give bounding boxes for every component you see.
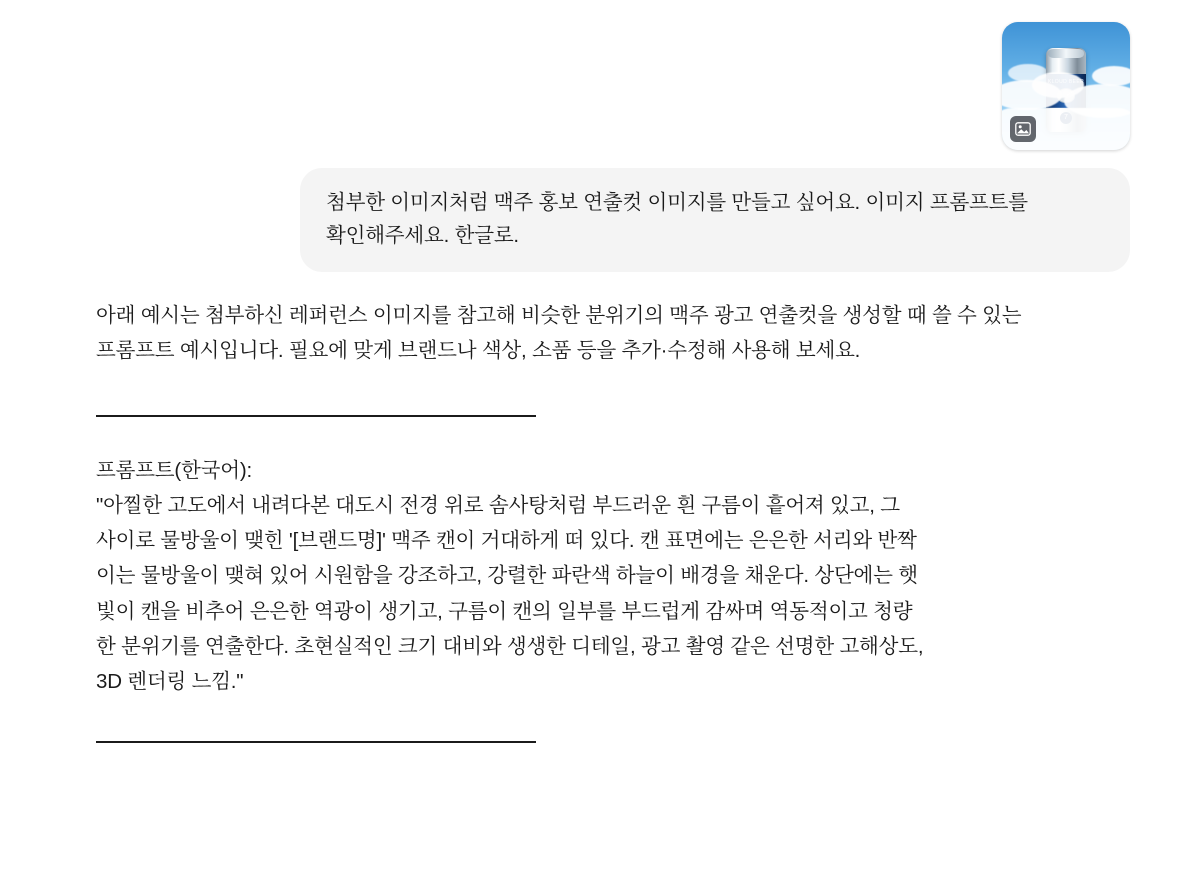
user-message-bubble[interactable]: 첨부한 이미지처럼 맥주 홍보 연출컷 이미지를 만들고 싶어요. 이미지 프롬프트를 확인해주세요. 한글로. — [300, 168, 1130, 272]
assistant-intro-text: 아래 예시는 첨부하신 레퍼런스 이미지를 참고해 비슷한 분위기의 맥주 광고 연출컷을 생성할 때 쓸 수 있는 프롬프트 예시입니다. 필요에 맞게 브랜드나 색상, 소품 등을 추가·수정해 사용해 보세요. — [96, 304, 1022, 363]
prompt-line: 3D 렌더링 느낌." — [96, 670, 244, 693]
assistant-message — [96, 298, 1116, 743]
user-message-row — [300, 168, 1130, 272]
prompt-line: 한 분위기를 연출한다. 초현실적인 크기 대비와 생생한 디테일, 광고 촬영 같은 선명한 고해상도, — [96, 634, 924, 658]
prompt-line: 사이로 물방울이 맺힌 '[브랜드명]' 맥주 캔이 거대하게 떠 있다. 캔 표면에는 은은한 서리와 반짝 — [96, 529, 917, 552]
attached-image-thumbnail[interactable] — [1002, 22, 1130, 150]
image-icon — [1010, 116, 1036, 142]
can-top — [1048, 49, 1084, 58]
divider-top — [96, 415, 536, 417]
attachment-row — [1002, 22, 1130, 150]
cloud-shape — [1092, 66, 1130, 86]
prompt-line: 이는 물방울이 맺혀 있어 시원함을 강조하고, 강렬한 파란색 하늘이 배경을 채운다. 상단에는 햇 — [96, 564, 918, 588]
prompt-quote-text — [96, 488, 1054, 700]
prompt-line: 빛이 캔을 비추어 은은한 역광이 생기고, 구름이 캔의 일부를 부드럽게 감싸며 역동적이고 청량 — [96, 599, 913, 623]
prompt-label: 프롬프트(한국어): — [96, 458, 252, 482]
divider-bottom — [96, 741, 536, 743]
prompt-line: "아찔한 고도에서 내려다본 대도시 전경 위로 솜사탕처럼 부드러운 흰 구름이 흩어져 있고, 그 — [96, 493, 900, 517]
